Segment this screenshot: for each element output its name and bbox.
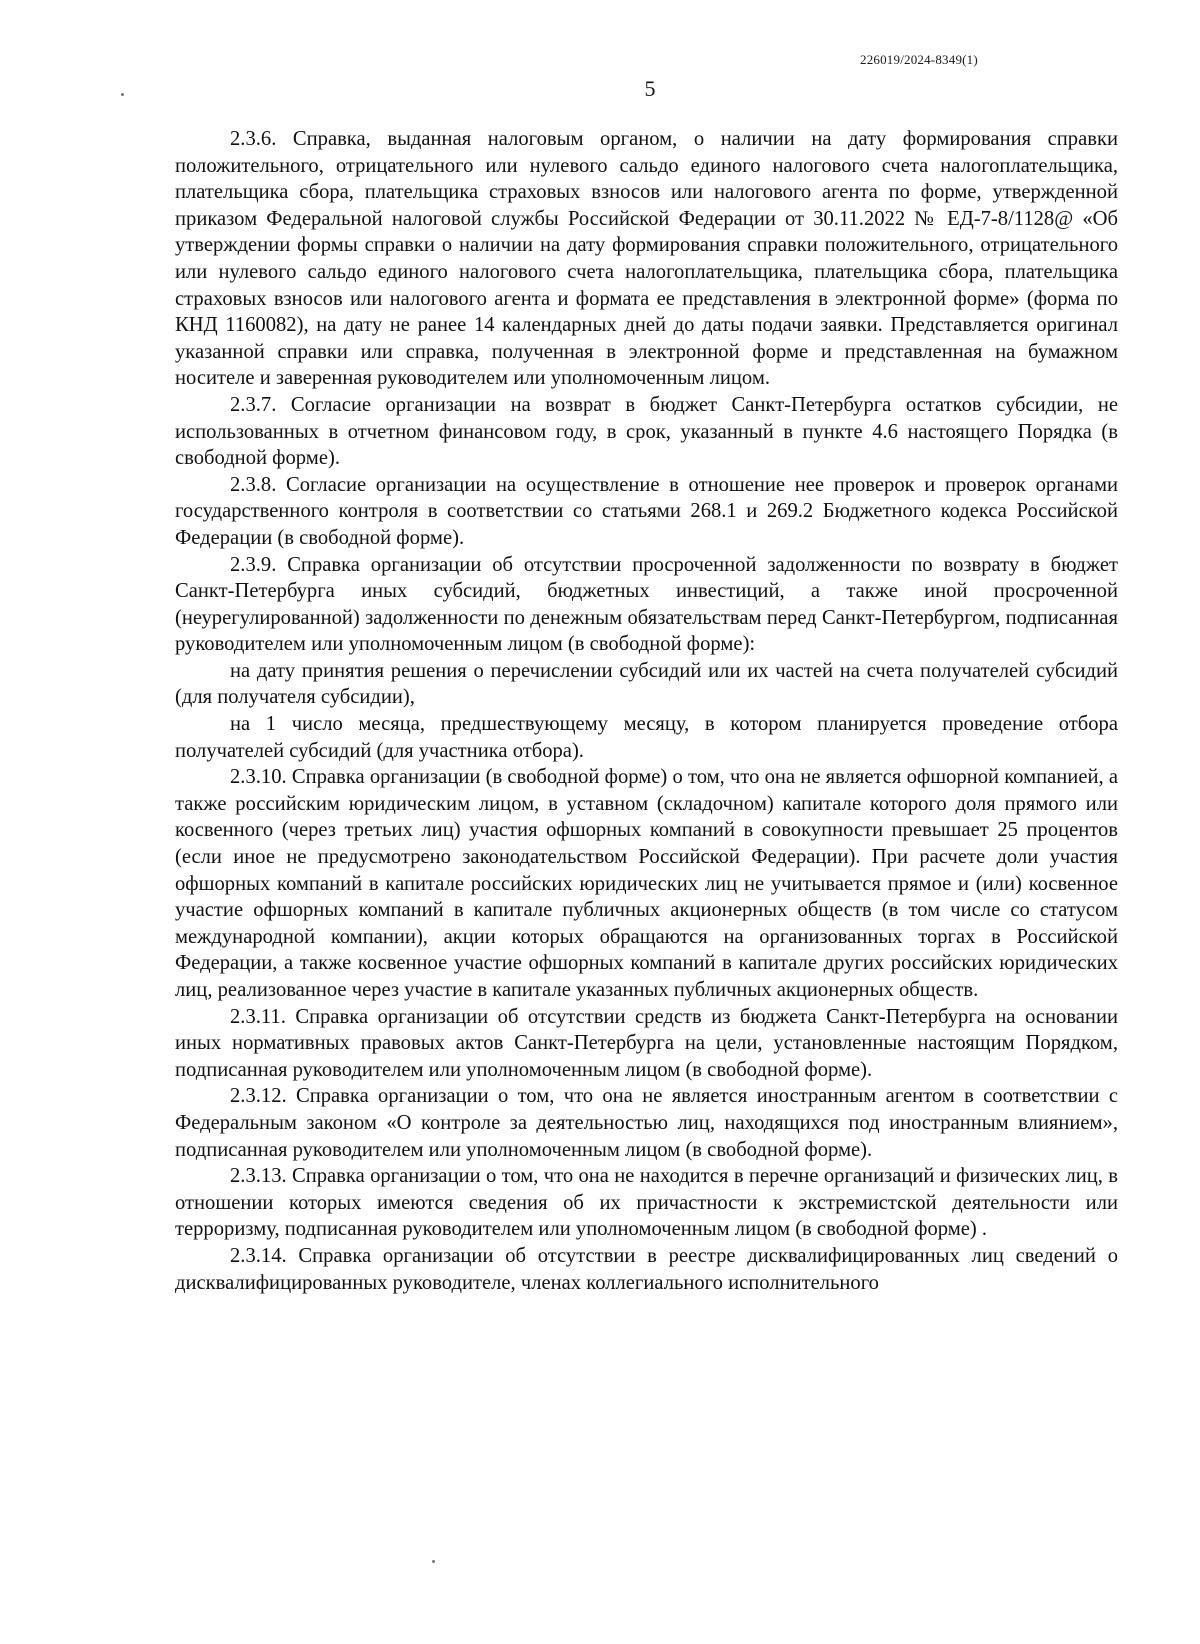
paragraph-2-3-10: 2.3.10. Справка организации (в свободной форме) о том, что она не является офшорной компанией, а также российским юридическим лицом, в уставном (складочном) капитале которого доля прямого или косвенного (через третьих лиц) участия офшорных компаний в совокупности превышает 25 процентов (если иное не предусмотрено законодательством Российской Федерации). При расчете доли участия офшорных компаний в капитале российских юридических лиц не учитывается прямое и (или) косвенное участие офшорных компаний в капитале публичных акционерных обществ (в том числе со статусом международной компании), акции которых обращаются на организованных торгах в Российской Федерации, а также косвенное участие офшорных компаний в капитале других российских юридических лиц, реализованное через участие в капитале указанных публичных акционерных обществ. <box>175 766 1118 1001</box>
document-body <box>175 126 1118 1296</box>
scan-speck <box>432 1560 435 1563</box>
document-registration-number: 226019/2024-8349(1) <box>860 52 978 67</box>
paragraph-2-3-9-item-2: на 1 число месяца, предшествующему месяцу, в котором планируется проведение отбора получателей субсидий (для участника отбора). <box>175 713 1118 762</box>
paragraph-2-3-12: 2.3.12. Справка организации о том, что она не является иностранным агентом в соответствии с Федеральным законом «О контроле за деятельностью лиц, находящихся под иностранным влиянием», подписанная руководителем или уполномоченным лицом (в свободной форме). <box>175 1085 1118 1161</box>
paragraph-2-3-13: 2.3.13. Справка организации о том, что она не находится в перечне организаций и физических лиц, в отношении которых имеются сведения об их причастности к экстремистской деятельности или терроризму, подписанная руководителем или уполномоченным лицом (в свободной форме) . <box>175 1165 1118 1241</box>
paragraph-2-3-9-item-1: на дату принятия решения о перечислении субсидий или их частей на счета получателей субсидий (для получателя субсидии), <box>175 659 1118 709</box>
paragraph-2-3-9: 2.3.9. Справка организации об отсутствии просроченной задолженности по возврату в бюджет Санкт-Петербурга иных субсидий, бюджетных инвестиций, а также иной просроченной (неурегулированной) задолженности по денежным обязательствам перед Санкт-Петербургом, подписанная руководителем или уполномоченным лицом (в свободной форме): <box>175 553 1118 656</box>
paragraph-2-3-11: 2.3.11. Справка организации об отсутствии средств из бюджета Санкт-Петербурга на основании иных нормативных правовых актов Санкт-Петербурга на цели, установленные настоящим Порядком, подписанная руководителем или уполномоченным лицом (в свободной форме). <box>175 1005 1118 1081</box>
paragraph-2-3-6: 2.3.6. Справка, выданная налоговым органом, о наличии на дату формирования справки положительного, отрицательного или нулевого сальдо единого налогового счета налогоплательщика, плательщика сбора, плательщика страховых взносов или налогового агента по форме, утвержденной приказом Федеральной налоговой службы Российской Федерации от 30.11.2022 № ЕД-7-8/1128@ «Об утверждении формы справки о наличии на дату формирования справки положительного, отрицательного или нулевого сальдо единого налогового счета налогоплательщика, плательщика сбора, плательщика страховых взносов или налогового агента и формата ее представления в электронной форме» (форма по КНД 1160082), на дату не ранее 14 календарных дней до даты подачи заявки. Представляется оригинал указанной справки или справка, полученная в электронной форме и представленная на бумажном носителе и заверенная руководителем или уполномоченным лицом. <box>175 128 1118 390</box>
page-number: 5 <box>644 76 656 101</box>
paragraph-2-3-14: 2.3.14. Справка организации об отсутствии в реестре дисквалифицированных лиц сведений о дисквалифицированных руководителе, членах коллегиального исполнительного <box>175 1244 1118 1294</box>
paragraph-2-3-7: 2.3.7. Согласие организации на возврат в бюджет Санкт-Петербурга остатков субсидии, не использованных в отчетном финансовом году, в срок, указанный в пункте 4.6 настоящего Порядка (в свободной форме). <box>175 393 1118 470</box>
paragraph-2-3-8: 2.3.8. Согласие организации на осуществление в отношение нее проверок и проверок органами государственного контроля в соответствии со статьями 268.1 и 269.2 Бюджетного кодекса Российской Федерации (в свободной форме). <box>175 473 1118 549</box>
